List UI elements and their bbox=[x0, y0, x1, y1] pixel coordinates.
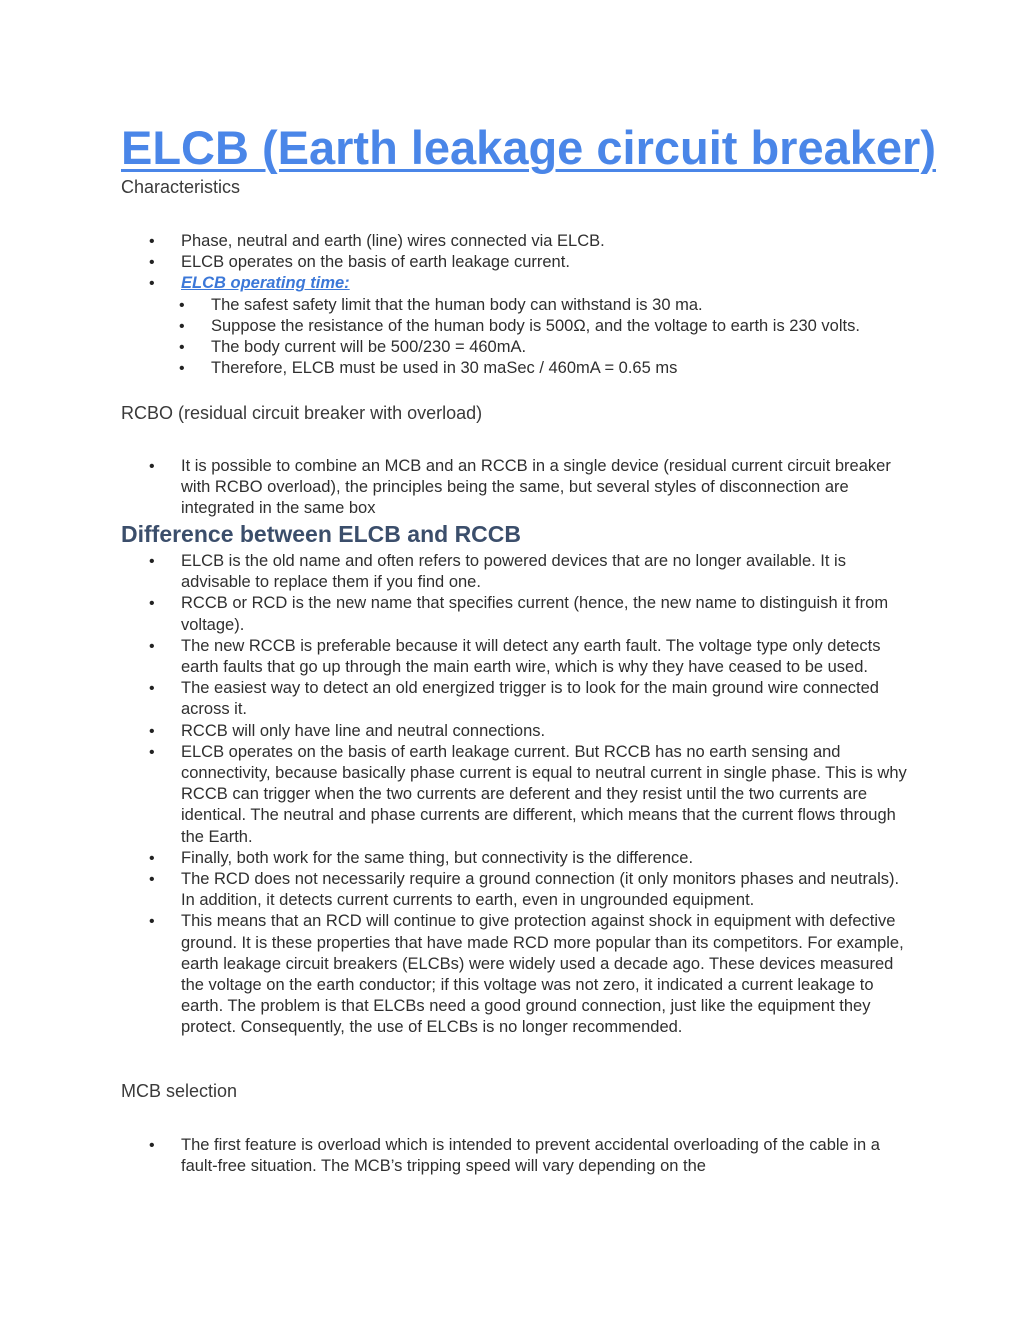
list-item: • Suppose the resistance of the human body is 500Ω, and the voltage to earth is 230 volts. bbox=[121, 316, 911, 337]
difference-list-block bbox=[121, 551, 911, 1039]
characteristics-list bbox=[121, 231, 911, 295]
list-item: • The first feature is overload which is intended to prevent accidental overloading of the cable in a fault-free situation. The MCB’s tripping speed will vary depending on the bbox=[121, 1135, 911, 1177]
list-item: • Phase, neutral and earth (line) wires connected via ELCB. bbox=[121, 231, 911, 252]
list-item: • The body current will be 500/230 = 460mA. bbox=[121, 337, 911, 358]
list-item: • Finally, both work for the same thing, but connectivity is the difference. bbox=[121, 848, 911, 869]
list-item: • The safest safety limit that the human body can withstand is 30 ma. bbox=[121, 295, 911, 316]
list-item: • The RCD does not necessarily require a ground connection (it only monitors phases and neutrals). In addition, it detects current currents to earth, even in ungrounded equipment. bbox=[121, 869, 911, 911]
list-item: • ELCB operates on the basis of earth leakage current. bbox=[121, 252, 911, 273]
mcb-heading: MCB selection bbox=[121, 1081, 238, 1101]
difference-list bbox=[121, 551, 911, 1039]
rcbo-list-block bbox=[121, 456, 911, 520]
list-item: • RCCB will only have line and neutral connections. bbox=[121, 721, 911, 742]
operating-time-label[interactable]: ELCB operating time: bbox=[181, 274, 350, 293]
list-item: • ELCB operates on the basis of earth leakage current. But RCCB has no earth sensing and connectivity, because basically phase current is equal to neutral current in single phase. This is why RCCB can trigger when the two currents are deferent and they resist until the two currents are identical. The neutral and phase currents are different, which means that the current flows through the Earth. bbox=[121, 742, 911, 848]
list-item: • This means that an RCD will continue to give protection against shock in equipment with defective ground. It is these properties that have made RCD more popular than its competitors. For example, earth leakage circuit breakers (ELCBs) were widely used a decade ago. These devices measured the voltage on the earth conductor; if this voltage was not zero, it indicated a current leakage to earth. The problem is that ELCBs need a good ground connection, just like the equipment they protect. Consequently, the use of ELCBs is no longer recommended. bbox=[121, 911, 911, 1038]
difference-section bbox=[121, 520, 911, 548]
mcb-list-block bbox=[121, 1135, 911, 1177]
list-item: • Therefore, ELCB must be used in 30 maSec / 460mA = 0.65 ms bbox=[121, 358, 911, 379]
list-item: • It is possible to combine an MCB and an RCCB in a single device (residual current circuit breaker with RCBO overload), the principles being the same, but several styles of disconnection are integrated in the same box bbox=[121, 456, 911, 520]
characteristics-list-block bbox=[121, 231, 911, 379]
list-item: • The easiest way to detect an old energized trigger is to look for the main ground wire connected across it. bbox=[121, 678, 911, 720]
list-item-operating-time bbox=[121, 273, 911, 294]
characteristics-heading: Characteristics bbox=[121, 177, 241, 197]
operating-time-list bbox=[121, 295, 911, 380]
rcbo-list bbox=[121, 456, 911, 520]
list-item: • The new RCCB is preferable because it will detect any earth fault. The voltage type only detects earth faults that go up through the main earth wire, which is why they have ceased to be used. bbox=[121, 636, 911, 678]
rcbo-section bbox=[121, 402, 911, 424]
list-item: • RCCB or RCD is the new name that specifies current (hence, the new name to distinguish it from voltage). bbox=[121, 593, 911, 635]
rcbo-heading: RCBO (residual circuit breaker with overload) bbox=[121, 403, 483, 423]
page-title[interactable]: ELCB (Earth leakage circuit breaker) bbox=[121, 121, 936, 174]
mcb-list bbox=[121, 1135, 911, 1177]
difference-heading: Difference between ELCB and RCCB bbox=[121, 521, 522, 547]
list-item: • ELCB is the old name and often refers to powered devices that are no longer available. It is advisable to replace them if you find one. bbox=[121, 551, 911, 593]
characteristics-section bbox=[121, 176, 911, 198]
mcb-section bbox=[121, 1080, 911, 1102]
